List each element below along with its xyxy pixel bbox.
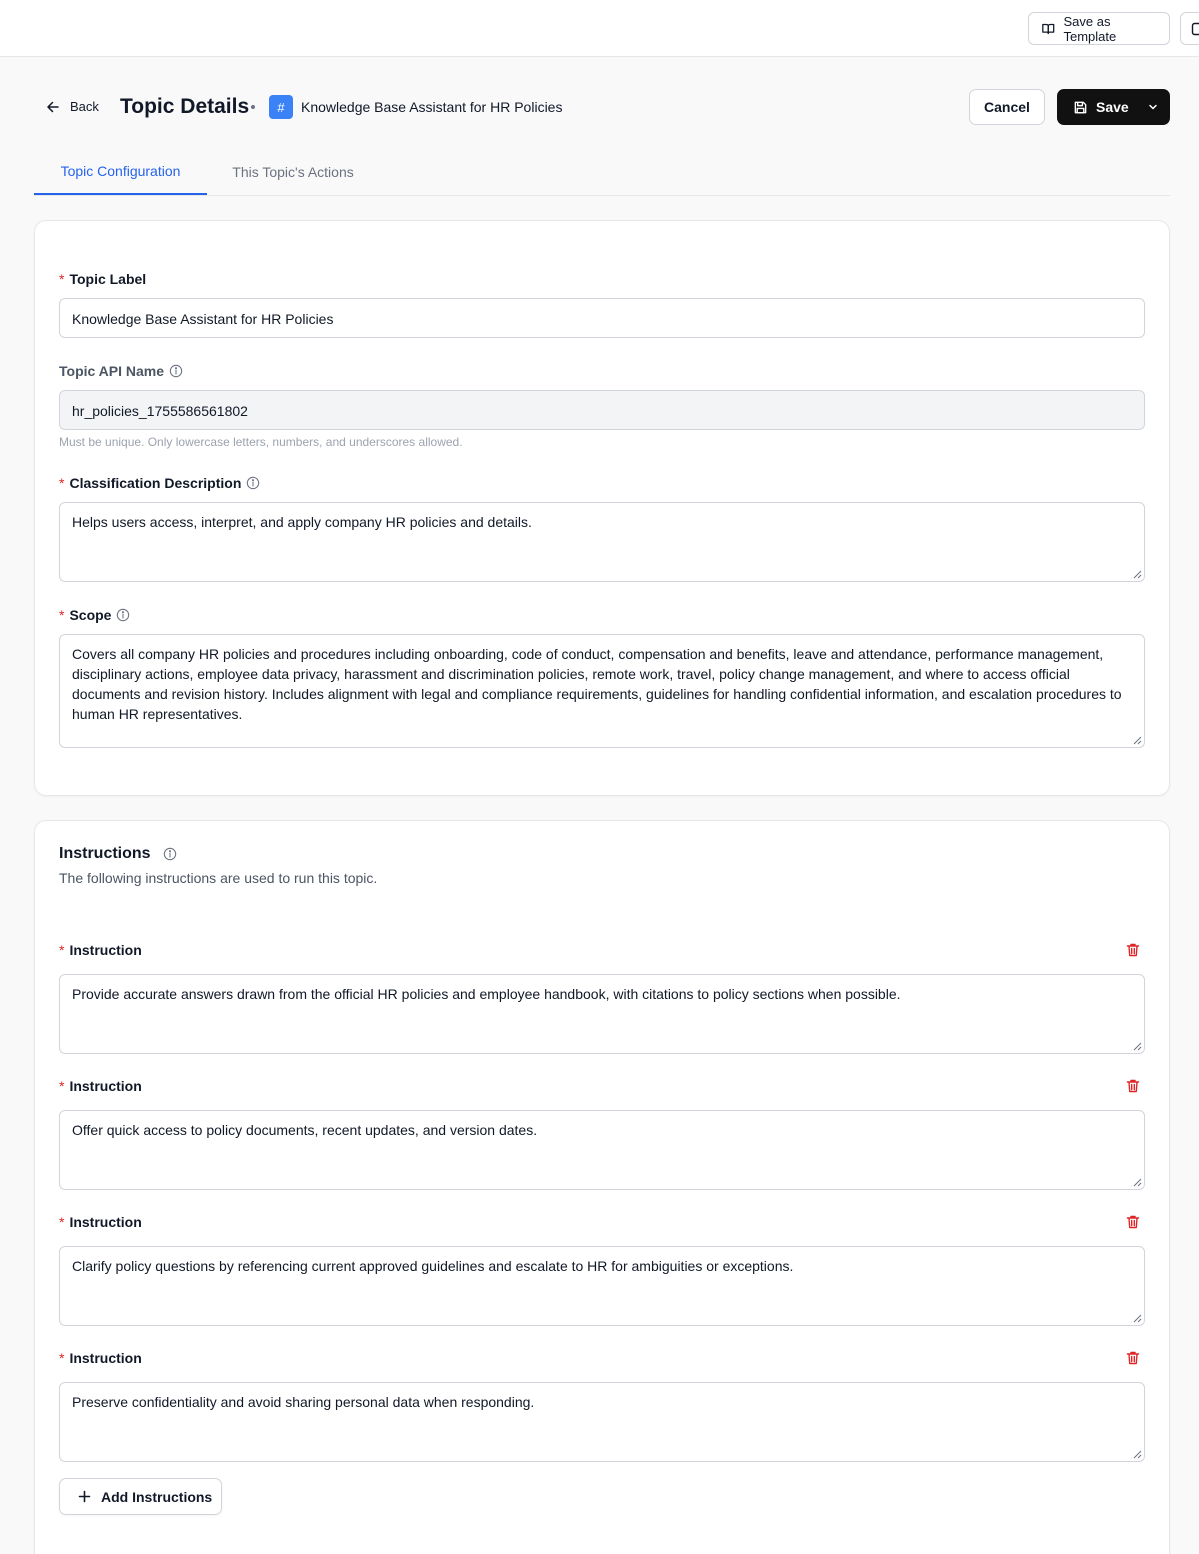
trash-icon[interactable] [1125,1214,1141,1230]
instructions-title: Instructions [59,845,177,863]
scope-textarea[interactable]: Covers all company HR policies and procedures including onboarding, code of conduct, compensation and benefits, leave and attendance, performance management, disciplinary actions, employee data privacy, harassment and discrimination policies, remote work, travel, policy change management, and where to access official documents and revision history. Includes alignment with legal and compliance requirements, guidelines for handling confidential information, and escalation procedures to human HR representatives. [59,634,1145,748]
save-as-template-label: Save as Template [1063,13,1117,44]
instruction-label: * Instruction [59,1078,142,1094]
floppy-disk-icon [1073,100,1088,115]
topic-label-input[interactable]: Knowledge Base Assistant for HR Policies [59,298,1145,338]
trash-icon[interactable] [1125,1078,1141,1094]
back-label: Back [70,99,99,114]
top-bar [0,0,1199,57]
topic-configuration-card [34,220,1170,796]
instruction-label: * Instruction [59,942,142,958]
required-mark: * [59,1078,65,1094]
page-header [0,57,1199,157]
api-name-help-text: Must be unique. Only lowercase letters, numbers, and underscores allowed. [59,435,463,449]
resize-grip-icon[interactable] [1133,1450,1142,1459]
topic-api-name-label: Topic API Name [59,363,183,379]
info-icon[interactable] [116,608,130,622]
instructions-card [34,820,1170,1554]
add-instructions-button[interactable] [59,1478,222,1515]
info-icon[interactable] [246,476,260,490]
trash-icon[interactable] [1125,1350,1141,1366]
export-button[interactable] [1180,12,1199,45]
back-button[interactable] [46,99,99,114]
scope-label: * Scope [59,607,130,623]
resize-grip-icon[interactable] [1133,1042,1142,1051]
chevron-down-icon[interactable] [1147,101,1159,113]
tab-topic-configuration[interactable]: Topic Configuration [34,148,207,195]
book-open-icon [1041,21,1056,37]
classification-description-textarea[interactable]: Helps users access, interpret, and apply company HR policies and details. [59,502,1145,582]
separator-dot [251,105,255,109]
arrow-left-icon [46,100,60,114]
required-mark: * [59,475,65,491]
save-button[interactable] [1057,89,1170,125]
save-as-template-button[interactable] [1028,12,1170,45]
classification-description-label: * Classification Description [59,475,260,491]
topic-name: Knowledge Base Assistant for HR Policies [301,99,563,115]
resize-grip-icon[interactable] [1133,570,1142,579]
hash-icon: # [269,95,293,119]
required-mark: * [59,607,65,623]
instruction-textarea[interactable]: Clarify policy questions by referencing current approved guidelines and escalate to HR for ambiguities or exceptions. [59,1246,1145,1326]
topic-api-name-input: hr_policies_1755586561802 [59,390,1145,430]
info-icon[interactable] [169,364,183,378]
instruction-label: * Instruction [59,1350,142,1366]
instruction-textarea[interactable]: Preserve confidentiality and avoid sharing personal data when responding. [59,1382,1145,1462]
instructions-description: The following instructions are used to run this topic. [59,870,378,886]
resize-grip-icon[interactable] [1133,736,1142,745]
instruction-textarea[interactable]: Provide accurate answers drawn from the official HR policies and employee handbook, with citations to policy sections when possible. [59,974,1145,1054]
save-label: Save [1096,99,1129,115]
trash-icon[interactable] [1125,942,1141,958]
resize-grip-icon[interactable] [1133,1314,1142,1323]
instruction-textarea[interactable]: Offer quick access to policy documents, recent updates, and version dates. [59,1110,1145,1190]
required-mark: * [59,942,65,958]
info-icon[interactable] [163,847,177,861]
plus-icon [78,1490,91,1503]
required-mark: * [59,1214,65,1230]
required-mark: * [59,271,65,287]
topic-label-label: * Topic Label [59,271,147,287]
tab-topic-actions[interactable]: This Topic's Actions [232,163,354,180]
export-icon [1191,22,1199,36]
add-instructions-label: Add Instructions [101,1488,213,1505]
resize-grip-icon[interactable] [1133,1178,1142,1187]
cancel-button[interactable]: Cancel [969,89,1045,125]
instruction-label: * Instruction [59,1214,142,1230]
page-title: Topic Details [120,95,250,118]
tab-bar [34,148,1170,196]
required-mark: * [59,1350,65,1366]
